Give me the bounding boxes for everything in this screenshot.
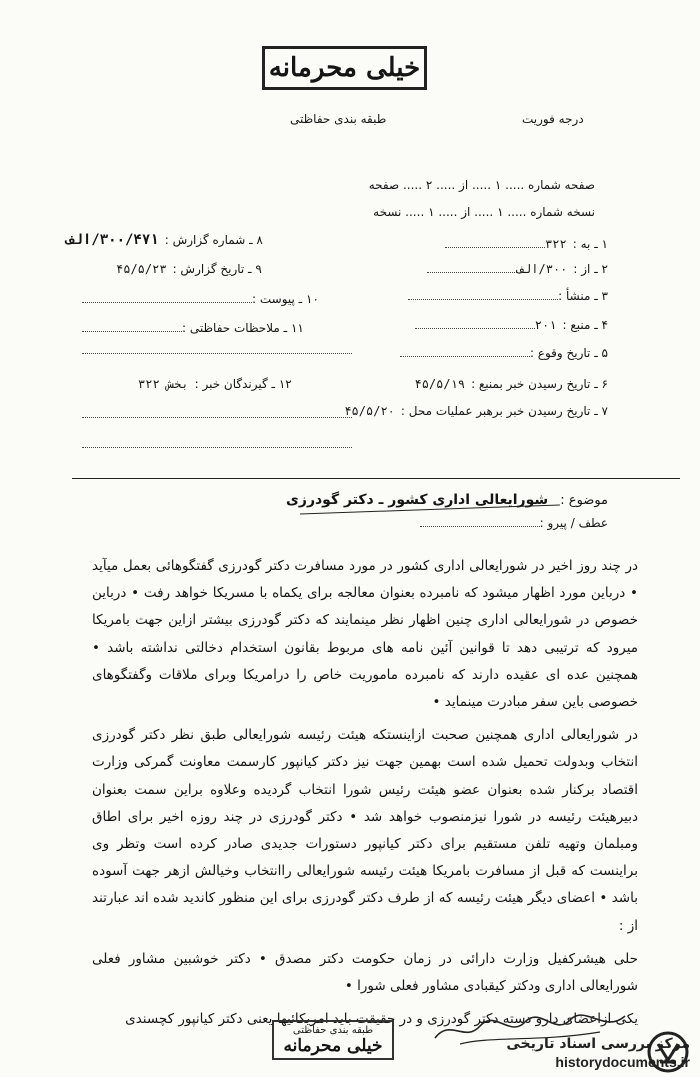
archive-logo-icon: [646, 1030, 690, 1074]
field-event-date: [400, 346, 608, 360]
subject-value: شورایعالی اداری کشور ـ دکتر گودرزی: [286, 492, 549, 508]
field-from-label: ۲ ـ از :: [573, 262, 608, 276]
field-source: [415, 318, 608, 332]
field-source-date-label: ۶ ـ تاریخ رسیدن خبر بمنبع :: [471, 377, 608, 391]
field-security-notes: [82, 321, 304, 335]
field-origin: [408, 289, 608, 303]
body-paragraph: در چند روز اخیر در شورایعالی اداری کشور در مورد مسافرت دکتر گودرزی گفتگوهائی بعمل میآید • درباین مورد اظهار میشود که نامبرده بعنوان معالجه برای یکماه با مسریکا خواهد رفت • درباین خصوص در شورایعالی اداری چنین اظهار نظر مینمایند که دکتر گودرزی بیشتر ازاین جهت بامریکا میرود که ترتیبی دهد تا قوانین آئین نامه های مربوط بقانون استخدام دخالتی نداشته باشد • همچنین عده ای عقیده دارند که نامبرده ماموریت خاص را درامریکا وبرای ملاقات وگفتگوهای خصوصی باین سفر مبادرت مینماید •: [92, 558, 638, 711]
dotted-line: [82, 447, 352, 448]
body-paragraph: در شورایعالی اداری همچنین صحبت ازاینستکه هیئت رئیسه شورایعالی طبق نظر دکتر گودرزی انتخاب وبدولت تحمیل شده است بهمین جهت نیز دکتر کیانپور کارسمت معاونت گمرکی وزارت اقتصاد برکنار شده بعنوان عضو هیئت رئیس شورا انتخاب گردیده وعلاوه براین سمت بعنوان دبیرهیئت رئیسه در شورا نیزمنصوب خواهد شد • دکتر گودرزی در چند روزه اخیر برای اطاق ومبلمان وتهیه تلفن مستقیم برای دکتر کیانپور دستورات جدیدی صادر کرده است وتظر وی براینست که قبل از مسافرت بامریکا هیئت رئیسه شورایعالی راانتخاب وخیالش ازهر جهت آسوده باشد • اعضای دیگر هیئت رئیسه که از طرف دکتر گودرزی برای این منظور کاندید شده اند عبارتند از :: [92, 727, 638, 934]
field-report-date-label: ۹ ـ تاریخ گزارش :: [172, 262, 262, 276]
field-operations-date: [344, 404, 608, 418]
field-security-notes-label: ۱۱ ـ ملاحظات حفاظتی :: [182, 321, 304, 335]
watermark-url: historydocuments.ir: [555, 1054, 690, 1070]
field-source-value: ۲۰۱: [534, 318, 557, 332]
bottom-stamp-label: طبقه بندی حفاظتی: [292, 1025, 374, 1036]
bottom-stamp-text: خیلی محرمانه: [283, 1036, 383, 1056]
field-event-date-label: ۵ ـ تاریخ وقوع :: [529, 346, 608, 360]
report-body: [92, 553, 638, 1039]
page-number-line: صفحه شماره ..... ۱ ..... از ..... ۲ ..... صفحه: [368, 178, 595, 192]
field-attachment: [82, 292, 319, 306]
watermark-title: مرکز بررسی اسناد تاریخی: [506, 1036, 690, 1052]
field-report-number: [66, 232, 263, 248]
body-paragraph: حلی هیشرکفیل وزارت دارائی در زمان حکومت دکتر مصدق • دکتر خوشبین مشاور فعلی شورایعالی اداری ودکتر کیقبادی مشاور فعلی شورا •: [92, 950, 638, 995]
dotted-line: [82, 417, 352, 418]
field-report-date: [116, 262, 262, 276]
field-attachment-label: ۱۰ ـ پیوست :: [252, 292, 319, 306]
copy-number-line: نسخه شماره ..... ۱ ..... از ..... ۱ ..... نسخه: [373, 205, 595, 219]
bottom-classification-stamp: [272, 1020, 394, 1060]
field-operations-date-value: ۴۵/۵/۲۰: [344, 404, 395, 418]
field-from: [427, 262, 608, 276]
field-from-value: ۳۰۰/الف: [516, 262, 568, 276]
field-report-number-label: ۸ ـ شماره گزارش :: [164, 233, 263, 247]
subject-line: [286, 492, 608, 508]
field-to: [445, 237, 608, 251]
top-classification-stamp: خیلی محرمانه: [262, 46, 427, 90]
field-origin-label: ۳ ـ منشأ :: [558, 289, 608, 303]
field-to-label: ۱ ـ به :: [572, 237, 608, 251]
field-report-date-value: ۴۵/۵/۲۳: [116, 262, 167, 276]
field-source-date: [414, 377, 608, 391]
reference-line: [420, 516, 608, 530]
body-paragraph: یکی ازاعضای دارو دسته دکتر گودرزی و در حقیقت باید امریکائیها یعنی دکتر کیانپور کچسندی: [125, 1011, 638, 1028]
reference-label: عطف / پیرو :: [539, 516, 608, 530]
field-recipients: [138, 377, 292, 391]
dotted-line: [82, 353, 352, 354]
classification-label: طبقه بندی حفاظتی: [290, 112, 387, 126]
urgency-label: درجه فوریت: [522, 112, 584, 126]
field-operations-date-label: ۷ ـ تاریخ رسیدن خبر برهبر عملیات محل :: [400, 404, 608, 418]
field-to-value: ۳۲۲: [545, 237, 567, 251]
subject-label: موضوع :: [560, 493, 608, 508]
field-source-date-value: ۴۵/۵/۱۹: [414, 377, 466, 391]
field-recipients-label: ۱۲ ـ گیرندگان خبر :: [194, 377, 292, 391]
field-report-number-value: ۳۰۰/۴۷۱/الف: [66, 232, 159, 248]
field-source-label: ۴ ـ منبع :: [562, 318, 608, 332]
field-recipients-value: بخش ۳۲۲: [138, 377, 189, 391]
header-divider: [72, 478, 680, 479]
